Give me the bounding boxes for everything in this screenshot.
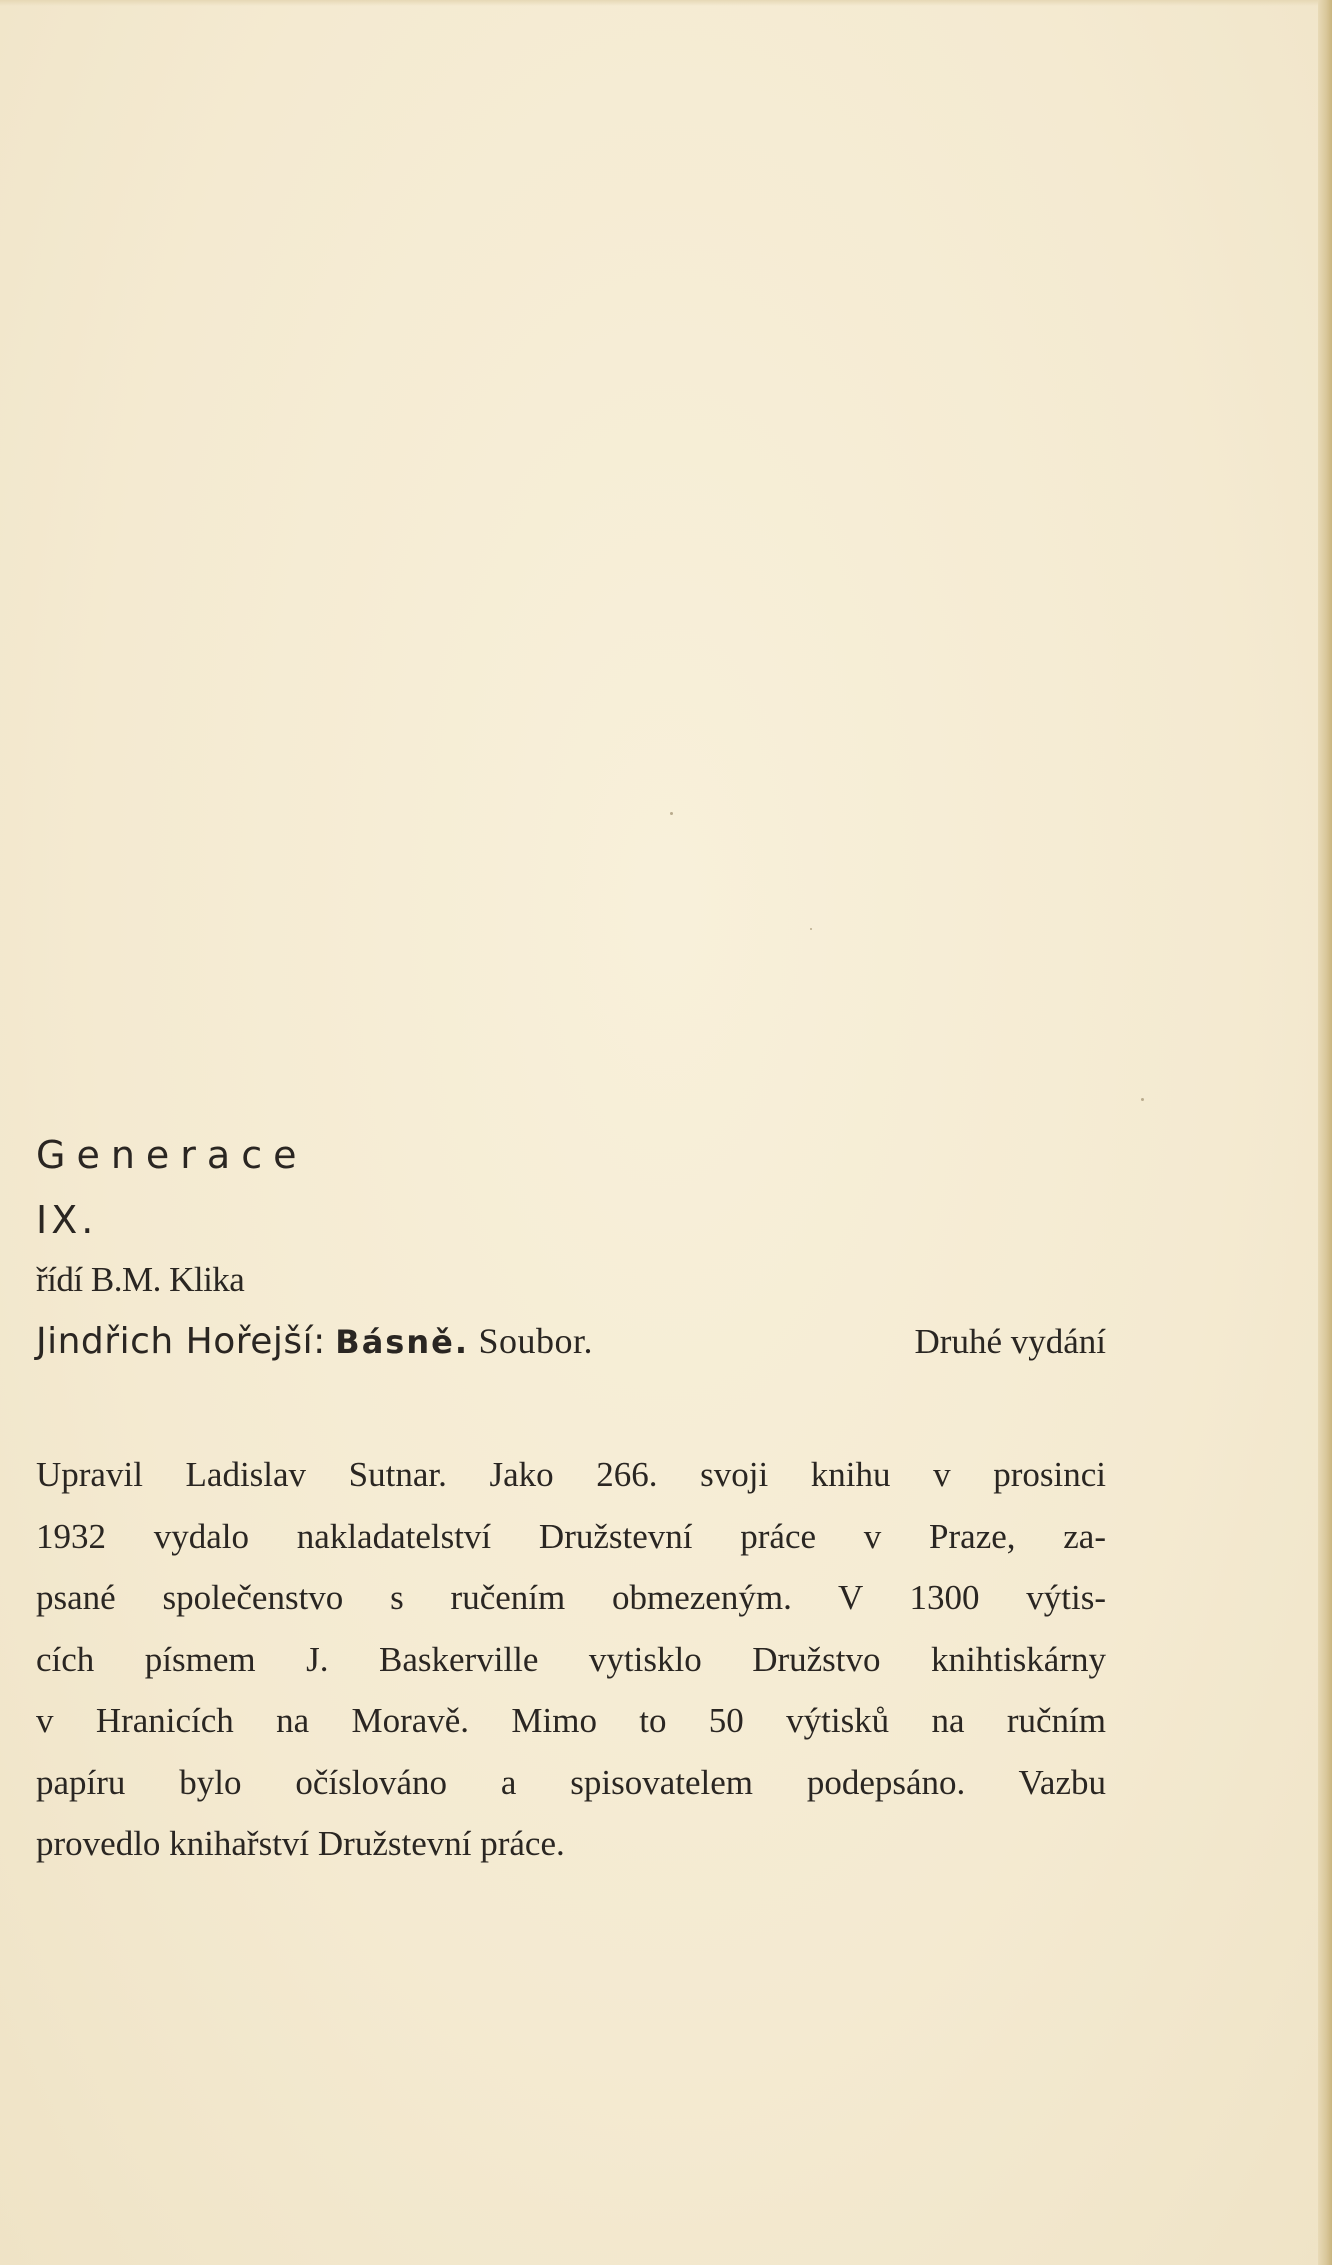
colophon-line: psané společenstvo s ručením obmezeným. V 1300 výtis- <box>36 1578 1106 1617</box>
colophon-line: cích písmem J. Baskerville vytisklo Družstvo knihtiskárny <box>36 1639 1106 1679</box>
series-volume: IX. <box>36 1198 98 1242</box>
paper-speck <box>1141 1098 1144 1101</box>
colophon-line: Upravil Ladislav Sutnar. Jako 266. svoji knihu v prosinci <box>36 1455 1106 1494</box>
title-line <box>36 1320 1106 1370</box>
colophon-paragraph <box>36 1444 1106 1875</box>
colophon-line: v Hranicích na Moravě. Mimo to 50 výtisků na ručním <box>36 1701 1106 1740</box>
edition-label: Druhé vydání <box>914 1322 1106 1361</box>
colophon-line: provedlo knihařství Družstevní práce. <box>36 1824 565 1863</box>
colophon-line: 1932 vydalo nakladatelství Družstevní práce v Praze, za- <box>36 1516 1106 1556</box>
page-top-edge <box>0 0 1332 6</box>
series-name: Generace <box>36 1133 308 1177</box>
book-title: Básně. <box>335 1323 469 1361</box>
page-right-edge <box>1318 0 1332 2265</box>
book-subtitle: Soubor. <box>478 1321 593 1361</box>
paper-speck <box>670 812 673 815</box>
paper-speck <box>810 928 812 930</box>
author-and-title <box>36 1320 593 1362</box>
author-name: Jindřich Hořejší: <box>36 1321 326 1362</box>
colophon-line: papíru bylo očíslováno a spisovatelem podepsáno. Vazbu <box>36 1762 1106 1802</box>
series-editor: řídí B.M. Klika <box>36 1260 245 1299</box>
